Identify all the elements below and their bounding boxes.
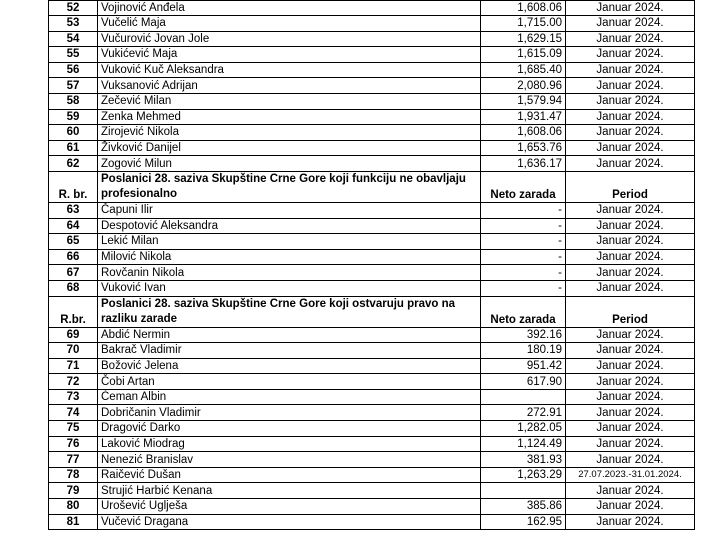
net-salary: 392.16 — [481, 327, 566, 343]
period: Januar 2024. — [566, 31, 695, 47]
member-name: Laković Miodrag — [98, 436, 481, 452]
table-row — [49, 389, 695, 405]
row-number: 74 — [49, 405, 98, 421]
row-number: 58 — [49, 93, 98, 109]
table-row — [49, 218, 695, 234]
table-row — [49, 452, 695, 468]
column-header-rbr: R.br. — [49, 296, 98, 327]
member-name: Vukićević Maja — [98, 47, 481, 63]
table-row — [49, 327, 695, 343]
net-salary: 951.42 — [481, 358, 566, 374]
member-name: Despotović Aleksandra — [98, 218, 481, 234]
row-number: 81 — [49, 514, 98, 530]
member-name: Vučević Dragana — [98, 514, 481, 530]
table-row — [49, 436, 695, 452]
member-name: Lekić Milan — [98, 234, 481, 250]
member-name: Rovčanin Nikola — [98, 265, 481, 281]
row-number: 62 — [49, 156, 98, 172]
row-number: 64 — [49, 218, 98, 234]
period: Januar 2024. — [566, 109, 695, 125]
row-number: 71 — [49, 358, 98, 374]
period: Januar 2024. — [566, 265, 695, 281]
period: Januar 2024. — [566, 514, 695, 530]
member-name: Božović Jelena — [98, 358, 481, 374]
table-row — [49, 280, 695, 296]
row-number: 53 — [49, 16, 98, 32]
net-salary: - — [481, 234, 566, 250]
net-salary: 1,931.47 — [481, 109, 566, 125]
net-salary: 1,629.15 — [481, 31, 566, 47]
member-name: Raičević Dušan — [98, 467, 481, 483]
row-number: 72 — [49, 374, 98, 390]
member-name: Nenezić Branislav — [98, 452, 481, 468]
period: Januar 2024. — [566, 234, 695, 250]
period: Januar 2024. — [566, 483, 695, 499]
row-number: 52 — [49, 1, 98, 16]
period: Januar 2024. — [566, 78, 695, 94]
member-name: Ćeman Albin — [98, 389, 481, 405]
period: Januar 2024. — [566, 421, 695, 437]
member-name: Urošević Uglješa — [98, 499, 481, 515]
member-name: Čobi Artan — [98, 374, 481, 390]
period: Januar 2024. — [566, 343, 695, 359]
section-header-row — [49, 171, 695, 202]
net-salary: 1,608.06 — [481, 125, 566, 141]
period: Januar 2024. — [566, 218, 695, 234]
net-salary — [481, 483, 566, 499]
table-row — [49, 483, 695, 499]
period: Januar 2024. — [566, 499, 695, 515]
net-salary: 1,653.76 — [481, 140, 566, 156]
section-header-row — [49, 296, 695, 327]
member-name: Vučelić Maja — [98, 16, 481, 32]
table-row — [49, 140, 695, 156]
row-number: 63 — [49, 202, 98, 218]
period: Januar 2024. — [566, 358, 695, 374]
table-row — [49, 47, 695, 63]
row-number: 67 — [49, 265, 98, 281]
table-row — [49, 16, 695, 32]
period: Januar 2024. — [566, 125, 695, 141]
period: Januar 2024. — [566, 62, 695, 78]
net-salary: 617.90 — [481, 374, 566, 390]
member-name: Vučurović Jovan Jole — [98, 31, 481, 47]
row-number: 78 — [49, 467, 98, 483]
period: 27.07.2023.-31.01.2024. — [566, 467, 695, 483]
net-salary: 1,124.49 — [481, 436, 566, 452]
period: Januar 2024. — [566, 47, 695, 63]
section-title: Poslanici 28. saziva Skupštine Crne Gore koji funkciju ne obavljaju profesionalno — [98, 171, 481, 202]
period: Januar 2024. — [566, 452, 695, 468]
period: Januar 2024. — [566, 93, 695, 109]
column-header-period: Period — [566, 171, 695, 202]
row-number: 73 — [49, 389, 98, 405]
period: Januar 2024. — [566, 156, 695, 172]
period: Januar 2024. — [566, 374, 695, 390]
table-row — [49, 78, 695, 94]
net-salary: 1,715.00 — [481, 16, 566, 32]
net-salary: - — [481, 218, 566, 234]
net-salary: 385.86 — [481, 499, 566, 515]
salary-table-body — [49, 1, 695, 530]
table-row — [49, 405, 695, 421]
member-name: Vuković Kuč Aleksandra — [98, 62, 481, 78]
net-salary: 162.95 — [481, 514, 566, 530]
net-salary: 1,263.29 — [481, 467, 566, 483]
net-salary: - — [481, 249, 566, 265]
net-salary: - — [481, 280, 566, 296]
period: Januar 2024. — [566, 327, 695, 343]
member-name: Vojinović Anđela — [98, 1, 481, 16]
row-number: 55 — [49, 47, 98, 63]
member-name: Milović Nikola — [98, 249, 481, 265]
member-name: Bakrač Vladimir — [98, 343, 481, 359]
member-name: Dragović Darko — [98, 421, 481, 437]
table-row — [49, 358, 695, 374]
row-number: 59 — [49, 109, 98, 125]
member-name: Zogović Milun — [98, 156, 481, 172]
member-name: Živković Danijel — [98, 140, 481, 156]
table-row — [49, 343, 695, 359]
row-number: 70 — [49, 343, 98, 359]
table-row — [49, 514, 695, 530]
row-number: 61 — [49, 140, 98, 156]
table-row — [49, 31, 695, 47]
member-name: Vuksanović Adrijan — [98, 78, 481, 94]
table-row — [49, 499, 695, 515]
period: Januar 2024. — [566, 202, 695, 218]
net-salary: 1,685.40 — [481, 62, 566, 78]
table-row — [49, 202, 695, 218]
row-number: 56 — [49, 62, 98, 78]
row-number: 54 — [49, 31, 98, 47]
period: Januar 2024. — [566, 140, 695, 156]
table-row — [49, 421, 695, 437]
table-row — [49, 249, 695, 265]
net-salary: 381.93 — [481, 452, 566, 468]
section-title: Poslanici 28. saziva Skupštine Crne Gore koji ostvaruju pravo na razliku zarade — [98, 296, 481, 327]
member-name: Zečević Milan — [98, 93, 481, 109]
row-number: 79 — [49, 483, 98, 499]
row-number: 66 — [49, 249, 98, 265]
member-name: Vuković Ivan — [98, 280, 481, 296]
net-salary: 272.91 — [481, 405, 566, 421]
column-header-neto: Neto zarada — [481, 171, 566, 202]
table-row — [49, 374, 695, 390]
net-salary: 1,608.06 — [481, 1, 566, 16]
row-number: 68 — [49, 280, 98, 296]
table-row — [49, 93, 695, 109]
column-header-neto: Neto zarada — [481, 296, 566, 327]
row-number: 60 — [49, 125, 98, 141]
row-number: 77 — [49, 452, 98, 468]
period: Januar 2024. — [566, 436, 695, 452]
net-salary: - — [481, 202, 566, 218]
period: Januar 2024. — [566, 16, 695, 32]
net-salary: - — [481, 265, 566, 281]
table-row — [49, 1, 695, 16]
period: Januar 2024. — [566, 405, 695, 421]
table-row — [49, 109, 695, 125]
table-row — [49, 467, 695, 483]
net-salary — [481, 389, 566, 405]
column-header-rbr: R. br. — [49, 171, 98, 202]
member-name: Zenka Mehmed — [98, 109, 481, 125]
period: Januar 2024. — [566, 1, 695, 16]
member-name: Dobričanin Vladimir — [98, 405, 481, 421]
member-name: Zirojević Nikola — [98, 125, 481, 141]
row-number: 75 — [49, 421, 98, 437]
column-header-period: Period — [566, 296, 695, 327]
net-salary: 1,579.94 — [481, 93, 566, 109]
member-name: Strujić Harbić Kenana — [98, 483, 481, 499]
row-number: 69 — [49, 327, 98, 343]
net-salary: 1,282.05 — [481, 421, 566, 437]
period: Januar 2024. — [566, 249, 695, 265]
row-number: 80 — [49, 499, 98, 515]
net-salary: 1,615.09 — [481, 47, 566, 63]
table-row — [49, 125, 695, 141]
table-row — [49, 265, 695, 281]
net-salary: 180.19 — [481, 343, 566, 359]
period: Januar 2024. — [566, 389, 695, 405]
table-row — [49, 62, 695, 78]
row-number: 65 — [49, 234, 98, 250]
table-row — [49, 234, 695, 250]
row-number: 57 — [49, 78, 98, 94]
row-number: 76 — [49, 436, 98, 452]
salary-table — [48, 0, 695, 530]
member-name: Čapuni Ilir — [98, 202, 481, 218]
net-salary: 2,080.96 — [481, 78, 566, 94]
table-row — [49, 156, 695, 172]
member-name: Abdić Nermin — [98, 327, 481, 343]
period: Januar 2024. — [566, 280, 695, 296]
net-salary: 1,636.17 — [481, 156, 566, 172]
